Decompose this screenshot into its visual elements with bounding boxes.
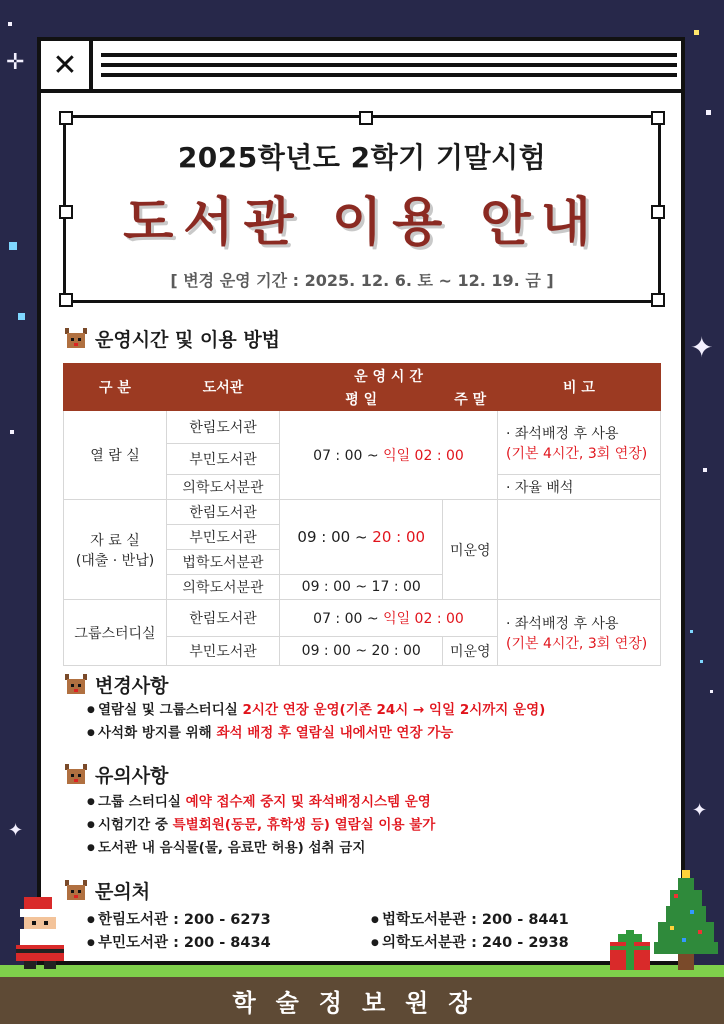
cell-library: 의학도서분관 (167, 575, 280, 600)
time-end: 20 : 00 (372, 528, 426, 546)
gift-icon (610, 930, 650, 974)
cell-remark (498, 500, 661, 600)
star-dot (8, 22, 12, 26)
cell-hours (280, 411, 498, 500)
cell-library: 부민도서관 (167, 637, 280, 666)
star-dot (694, 30, 699, 35)
resize-handle (651, 293, 665, 307)
section-title: 변경사항 (95, 675, 169, 697)
contacts-right (371, 909, 569, 955)
resize-handle (59, 111, 73, 125)
col-category: 구 분 (64, 364, 167, 411)
time-start: 07 : 00 ~ (313, 448, 384, 464)
star-dot (706, 110, 711, 115)
sparkle-icon: ✦ (8, 820, 24, 841)
table-row (64, 600, 661, 637)
santa-icon (12, 896, 68, 974)
col-weekend: 주 말 (443, 387, 498, 411)
christmas-tree-icon (654, 870, 718, 974)
item-highlight: 예약 접수제 중지 및 좌석배정시스템 운영 (185, 794, 431, 810)
poster-subtitle: 2025학년도 2학기 기말시험 (177, 141, 547, 174)
cell-hours (280, 500, 443, 575)
section-changes-heading (63, 671, 168, 698)
star-dot (10, 430, 14, 434)
cell-remark (498, 411, 661, 475)
contact-item: ● 의학도서분관 : 240 - 2938 (371, 932, 569, 955)
star-dot (690, 630, 693, 633)
stacks-label: 자 료 실 (90, 532, 140, 549)
star-dot (9, 242, 17, 250)
section-title: 문의처 (95, 881, 151, 903)
contact-item: ● 부민도서관 : 200 - 8434 (87, 932, 271, 955)
item-highlight: 2시간 연장 운영(기존 24시 → 익일 2시까지 운영) (242, 702, 546, 718)
cell-library: 의학도서분관 (167, 475, 280, 500)
notes-list (87, 791, 435, 860)
cell-weekend: 미운영 (443, 500, 498, 600)
remark-text: · 좌석배정 후 사용 (506, 425, 619, 442)
cell-hours: 09 : 00 ~ 17 : 00 (280, 575, 443, 600)
poster-window (37, 37, 685, 965)
item-text: 시험기간 중 (98, 817, 173, 833)
change-period: [ 변경 운영 기간 : 2025. 12. 6. 토 ~ 12. 19. 금 ] (170, 271, 554, 290)
star-dot (703, 468, 707, 472)
changes-list (87, 699, 545, 745)
cell-library: 한림도서관 (167, 411, 280, 444)
window-titlebar (41, 41, 681, 93)
titlebar-line (101, 73, 677, 77)
cell-remark (498, 600, 661, 666)
title-box (63, 115, 661, 303)
section-hours-heading (63, 325, 280, 352)
star-dot (18, 313, 25, 320)
time-start: 09 : 00 ~ (297, 528, 373, 546)
section-contact-heading (63, 877, 150, 904)
section-notes-heading (63, 761, 168, 788)
table-header-row (64, 364, 661, 388)
item-highlight: 좌석 배정 후 열람실 내에서만 연장 가능 (216, 725, 454, 741)
cell-group: 그룹스터디실 (64, 600, 167, 666)
section-title: 운영시간 및 이용 방법 (95, 329, 281, 351)
cell-library: 부민도서관 (167, 444, 280, 475)
section-title: 유의사항 (95, 765, 169, 787)
star-dot (710, 690, 713, 693)
cell-hours (280, 600, 498, 637)
col-remarks: 비 고 (498, 364, 661, 411)
cell-library: 한림도서관 (167, 500, 280, 525)
time-end: 익일 02 : 00 (383, 611, 464, 627)
poster-title: 도서관 이용 안내 (123, 193, 601, 253)
remark-highlight: (기본 4시간, 3회 연장) (506, 635, 648, 652)
list-item (87, 837, 435, 860)
titlebar-line (101, 53, 677, 57)
contact-item: ● 한림도서관 : 200 - 6273 (87, 909, 271, 932)
resize-handle (651, 111, 665, 125)
list-item (87, 814, 435, 837)
item-text: 열람실 및 그룹스터디실 (98, 702, 243, 718)
remark-text: · 좌석배정 후 사용 (506, 615, 619, 632)
cell-remark: · 자율 배석 (498, 475, 661, 500)
titlebar-line (101, 63, 677, 67)
remark-highlight: (기본 4시간, 3회 연장) (506, 445, 648, 462)
col-hours: 운 영 시 간 (280, 364, 498, 388)
item-highlight: 특별회원(동문, 휴학생 등) 열람실 이용 불가 (172, 817, 436, 833)
col-library: 도서관 (167, 364, 280, 411)
col-weekday: 평 일 (280, 387, 443, 411)
time-start: 07 : 00 ~ (313, 611, 384, 627)
resize-handle (359, 111, 373, 125)
contact-item: ● 법학도서분관 : 200 - 8441 (371, 909, 569, 932)
sparkle-icon: ✦ (692, 800, 708, 821)
item-text: 도서관 내 음식물(물, 음료만 허용) 섭취 금지 (98, 840, 366, 856)
cell-hours: 09 : 00 ~ 20 : 00 (280, 637, 443, 666)
list-item (87, 791, 435, 814)
resize-handle (59, 293, 73, 307)
sparkle-icon: ✛ (6, 50, 25, 75)
time-end: 익일 02 : 00 (383, 448, 464, 464)
cell-stacks (64, 500, 167, 600)
cell-library: 법학도서분관 (167, 550, 280, 575)
item-text: 사석화 방지를 위해 (98, 725, 217, 741)
sparkle-icon: ✦ (690, 331, 714, 364)
reindeer-icon (63, 674, 89, 696)
schedule-table (63, 363, 661, 666)
cell-library: 부민도서관 (167, 525, 280, 550)
list-item (87, 722, 545, 745)
item-text: 그룹 스터디실 (98, 794, 186, 810)
close-icon[interactable]: ✕ (41, 41, 93, 89)
reindeer-icon (63, 328, 89, 350)
table-row (64, 500, 661, 525)
footer-issuer: 학술정보원장 (232, 989, 492, 1017)
stacks-sublabel: (대출 · 반납) (75, 552, 155, 569)
cell-library: 한림도서관 (167, 600, 280, 637)
cell-reading-room: 열 람 실 (64, 411, 167, 500)
contacts-left (87, 909, 271, 955)
cell-weekend: 미운영 (443, 637, 498, 666)
list-item (87, 699, 545, 722)
table-row (64, 411, 661, 444)
reindeer-icon (63, 764, 89, 786)
star-dot (700, 660, 703, 663)
